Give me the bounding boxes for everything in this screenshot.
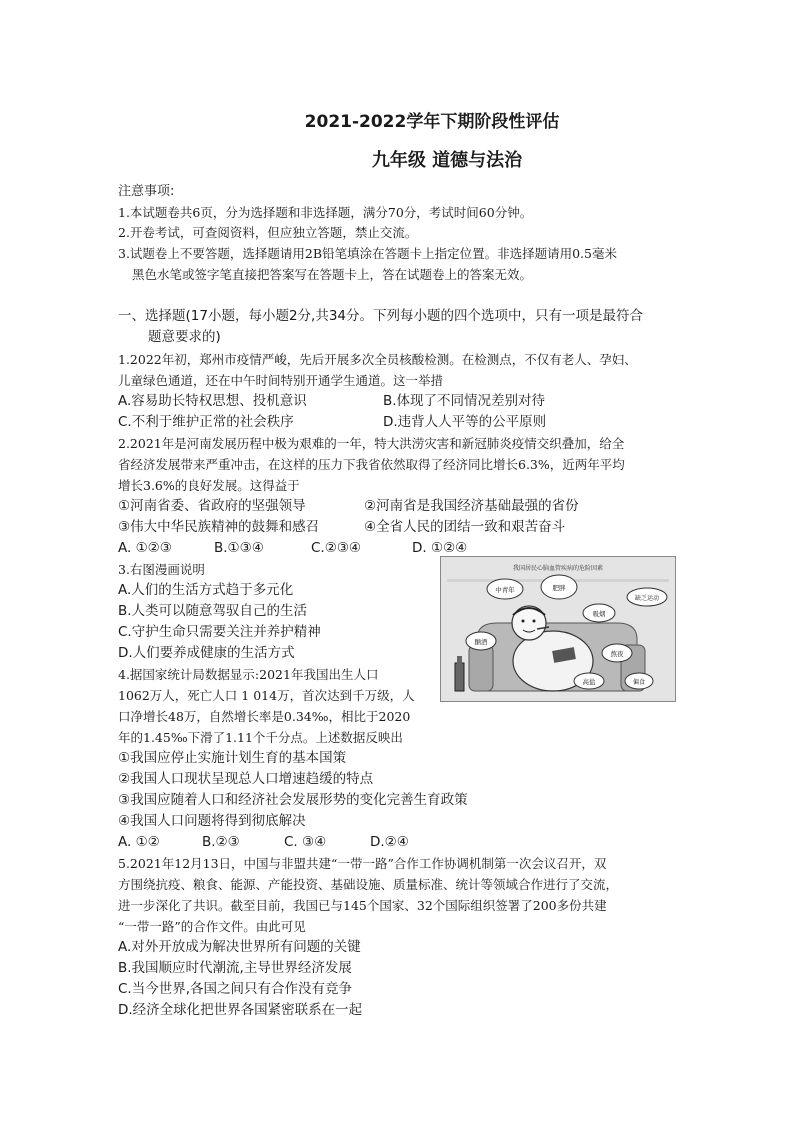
q5-option-c: C.当今世界,各国之间只有合作没有竞争: [118, 981, 353, 997]
q3-option-a: A.人们的生活方式趋于多元化: [118, 582, 294, 598]
q4-option-b: B.②③: [202, 834, 240, 850]
q3-option-b: B.人类可以随意驾驭自己的生活: [118, 603, 308, 619]
notice-item-1: 1.本试题卷共6页，分为选择题和非选择题，满分70分，考试时间60分钟。: [118, 205, 533, 220]
notice-item-3-cont: 黑色水笔或签字笔直接把答案写在答题卡上，答在试题卷上的答案无效。: [132, 267, 533, 282]
cartoon-label-8: 偏食: [632, 679, 646, 686]
cartoon-label-6: 高盐: [582, 678, 596, 686]
q4-option-d: D.②④: [370, 834, 409, 850]
q1-option-a: A.容易助长特权思想、投机意识: [118, 393, 307, 409]
q1-stem: 1.2022年初，郑州市疫情严峻，先后开展多次全员核酸检测。在检测点，不仅有老人、孕妇、: [118, 352, 637, 367]
notice-item-2: 2.开卷考试，可查阅资料，但应独立答题，禁止交流。: [118, 225, 418, 240]
q2-statement-3: ③伟大中华民族精神的鼓舞和感召: [118, 519, 320, 535]
cartoon-label-2: 肥胖: [552, 584, 566, 592]
q5-stem: 5.2021年12月13日，中国与非盟共建“一带一路”合作工作协调机制第一次会议召开，双: [118, 856, 607, 871]
q4-option-a: A. ①②: [118, 834, 160, 850]
q5-option-d: D.经济全球化把世界各国紧密联系在一起: [118, 1002, 363, 1018]
q3-stem: 3.右图漫画说明: [118, 562, 205, 577]
notice-item-3: 3.试题卷上不要答题，选择题请用2B铅笔填涂在答题卡上指定位置。非选择题请用0.5毫米: [118, 246, 617, 261]
exam-subtitle: 九年级 道德与法治: [371, 150, 523, 171]
section-heading-cont: 题意要求的): [148, 329, 221, 345]
q4-stem-cont-1: 1062万人，死亡人口 1 014万，首次达到千万级，人: [118, 688, 415, 703]
q4-statement-3: ③我国应随着人口和经济社会发展形势的变化完善生育政策: [118, 792, 468, 808]
q2-option-c: C.②③④: [311, 540, 362, 556]
section-heading: 一、选择题(17小题，每小题2分,共34分。下列每小题的四个选项中，只有一项是最符合: [118, 308, 644, 324]
q2-stem-cont-2: 增长3.6%的良好发展。这得益于: [118, 478, 300, 493]
q2-stem-cont-1: 省经济发展带来严重冲击，在这样的压力下我省依然取得了经济同比增长6.3%，近两年平均: [118, 457, 625, 472]
q2-statement-2: ②河南省是我国经济基础最强的省份: [364, 498, 579, 514]
q3-option-c: C.守护生命只需要关注并养护精神: [118, 624, 321, 640]
exam-title: 2021-2022学年下期阶段性评估: [304, 112, 560, 132]
q1-option-c: C.不利于维护正常的社会秩序: [118, 414, 294, 430]
q2-option-d: D. ①②④: [412, 540, 468, 556]
q1-option-b: B.体现了不同情况差别对待: [383, 393, 546, 409]
cartoon-caption: 我国居民心脑血管疾病的危险因素: [512, 565, 604, 572]
notice-heading: 注意事项:: [118, 184, 175, 199]
q2-option-b: B.①③④: [214, 540, 264, 556]
q5-option-b: B.我国顺应时代潮流,主导世界经济发展: [118, 960, 352, 976]
q4-statement-2: ②我国人口现状呈现总人口增速趋缓的特点: [118, 771, 374, 787]
cartoon-label-4: 酗酒: [474, 638, 488, 646]
q4-stem-cont-2: 口净增长48万，自然增长率是0.34‰，相比于2020: [118, 709, 411, 724]
q5-option-a: A.对外开放成为解决世界所有问题的关键: [118, 939, 361, 955]
q4-statement-1: ①我国应停止实施计划生育的基本国策: [118, 750, 347, 766]
q2-option-a: A. ①②③: [118, 540, 172, 556]
q5-stem-cont-1: 方围绕抗疫、粮食、能源、产能投资、基础设施、质量标准、统计等领域合作进行了交流，: [118, 877, 619, 892]
q1-stem-cont: 儿童绿色通道，还在中午时间特别开通学生通道。这一举措: [118, 373, 444, 388]
q3-option-d: D.人们要养成健康的生活方式: [118, 645, 295, 661]
cartoon-label-7: 缺乏运动: [634, 595, 660, 602]
q4-statement-4: ④我国人口问题将得到彻底解决: [118, 813, 306, 829]
q2-stem: 2.2021年是河南发展历程中极为艰难的一年，特大洪涝灾害和新冠肺炎疫情交织叠加，给全: [118, 436, 625, 451]
cartoon-label-3: 吸烟: [592, 610, 606, 618]
q2-statement-4: ④全省人民的团结一致和艰苦奋斗: [364, 519, 566, 535]
q5-stem-cont-3: “一带一路”的合作文件。由此可见: [118, 919, 306, 934]
q2-statement-1: ①河南省委、省政府的坚强领导: [118, 498, 306, 514]
q5-stem-cont-2: 进一步深化了共识。截至目前，我国已与145个国家、32个国际组织签署了200多份共建: [118, 898, 607, 913]
q4-stem: 4.据国家统计局数据显示:2021年我国出生人口: [118, 667, 379, 682]
q4-stem-cont-3: 年的1.45‰下滑了1.11个千分点。上述数据反映出: [118, 730, 403, 745]
q4-option-c: C. ③④: [284, 834, 327, 850]
q1-option-d: D.违背人人平等的公平原则: [383, 414, 547, 430]
cartoon-label-1: 中青年: [495, 586, 515, 594]
cartoon-label-5: 熬夜: [610, 650, 624, 658]
